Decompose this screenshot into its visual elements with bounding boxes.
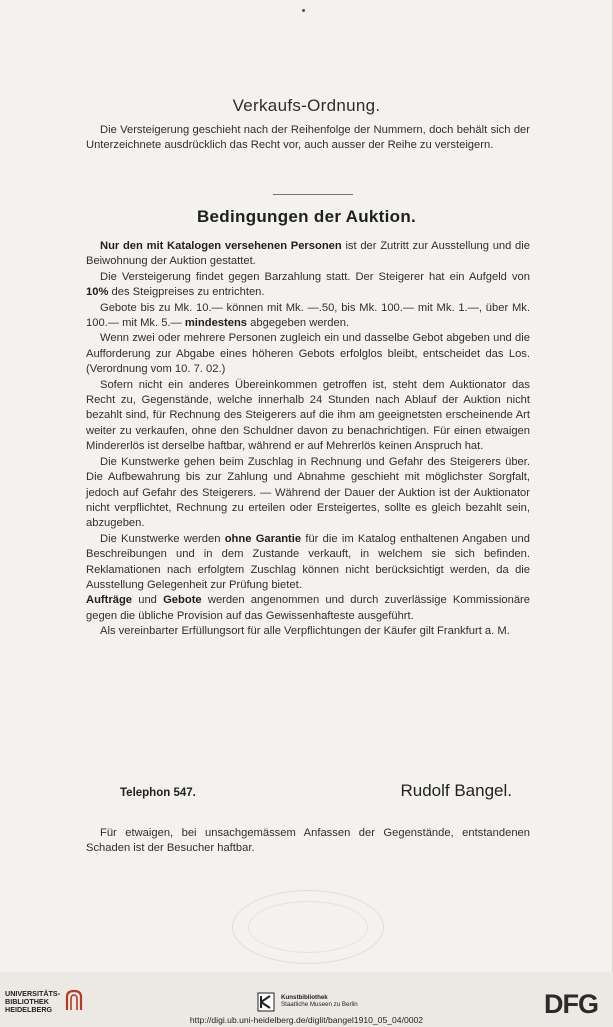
heidelberg-logo-icon bbox=[64, 989, 84, 1011]
heading-bedingungen: Bedingungen der Auktion. bbox=[196, 207, 417, 226]
paragraph-barzahlung: Die Versteigerung findet gegen Barzahlung statt. Der Steigerer hat ein Aufgeld von 10% des Steigpreises zu entrichten. bbox=[86, 270, 530, 299]
paragraph-auftraege: Aufträge und Gebote werden angenommen und durch zuverlässige Kommissionäre gegen die übliche Provision auf das Gewissenhafteste ausgeführt. bbox=[86, 594, 530, 622]
liability-note bbox=[86, 826, 530, 857]
heading-verkaufsordnung: Verkaufs-Ordnung. bbox=[232, 96, 381, 115]
paragraph: Die Versteigerung geschieht nach der Reihenfolge der Nummern, doch behält sich der Unterzeichnete ausdrücklich das Recht vor, auch ausser der Reihe zu versteigern. bbox=[86, 124, 530, 152]
paragraph-zutritt: Nur den mit Katalogen versehenen Personen ist der Zutritt zur Ausstellung und die Beiwohnung der Auktion gestattet. bbox=[86, 240, 530, 268]
signature-line bbox=[86, 781, 530, 805]
verkaufsordnung-body bbox=[86, 123, 530, 154]
source-url[interactable]: http://digi.ub.uni-heidelberg.de/diglit/bangel1910_05_04/0002 bbox=[189, 1015, 424, 1025]
signature-name: Rudolf Bangel. bbox=[400, 781, 512, 800]
page-dot bbox=[302, 9, 305, 12]
bedingungen-body bbox=[86, 239, 530, 640]
paragraph-erfuellungsort: Als vereinbarter Erfüllungsort für alle Verpflichtungen der Käufer gilt Frankfurt a. M. bbox=[100, 625, 510, 638]
kunstbibliothek-logo-icon bbox=[257, 992, 275, 1012]
paragraph-gefahr: Die Kunstwerke gehen beim Zuschlag in Rechnung und Gefahr des Steigerers über. Die Aufbewahrung bis zur Zahlung und Abnahme geschieht mit möglichster Sorgfalt, jedoch auf Gefahr des Steigerers. — Während der Dauer der Auktion ist der Auktionator nicht verpflichtet, Rechnung zu erteilen oder Ersteigertes, sollte es gleich bezahlt sein, abzugeben. bbox=[86, 455, 530, 530]
paragraph-los: Wenn zwei oder mehrere Personen zugleich ein und dasselbe Gebot abgeben und die Aufforderung zur Abgabe eines höheren Gebots erfolglos bleibt, entscheidet das Los. (Verordnung vom 10. 7. 02.) bbox=[86, 332, 530, 376]
university-library-logo-text: UNIVERSITÄTS- BIBLIOTHEK HEIDELBERG bbox=[5, 989, 61, 1015]
paragraph-garantie: Die Kunstwerke werden ohne Garantie für die im Katalog enthaltenen Angaben und Beschreibungen und in dem Zustande verkauft, in welchem sie sich befinden. Reklamationen nach erfolgtem Zuschlag können nicht berücksichtigt werden, da die Ausstellung Gelegenheit zur Prüfung bietet. bbox=[86, 532, 530, 591]
paragraph-zahlungsfrist: Sofern nicht ein anderes Übereinkommen getroffen ist, steht dem Auktionator das Recht zu, Gegenstände, welche innerhalb 24 Stunden nach Ablauf der Auktion nicht bezahlt sind, für Rechnung des Steigerers auf die ihm am geeignetsten erscheinende Art weiter zu verkaufen, ohne den Schuldner davon zu benachrichtigen. Für einen etwaigen Mindererlös ist derselbe haftbar, während er auf Mehrerlös keinen Anspruch hat. bbox=[86, 378, 530, 453]
paragraph-haftung: Für etwaigen, bei unsachgemässem Anfassen der Gegenstände, entstandenen Schaden ist der Besucher haftbar. bbox=[86, 827, 530, 855]
kunstbibliothek-text: Kunstbibliothek Staatliche Museen zu Berlin bbox=[281, 994, 358, 1008]
paragraph-gebote: Gebote bis zu Mk. 10.— können mit Mk. —.50, bis Mk. 100.— mit Mk. 1.—, über Mk. 100.— mit Mk. 5.— mindestens abgegeben werden. bbox=[86, 301, 530, 330]
divider bbox=[273, 194, 353, 195]
dfg-logo: DFG bbox=[544, 989, 598, 1019]
telephone: Telephon 547. bbox=[120, 787, 196, 799]
faded-stamp bbox=[232, 890, 384, 964]
